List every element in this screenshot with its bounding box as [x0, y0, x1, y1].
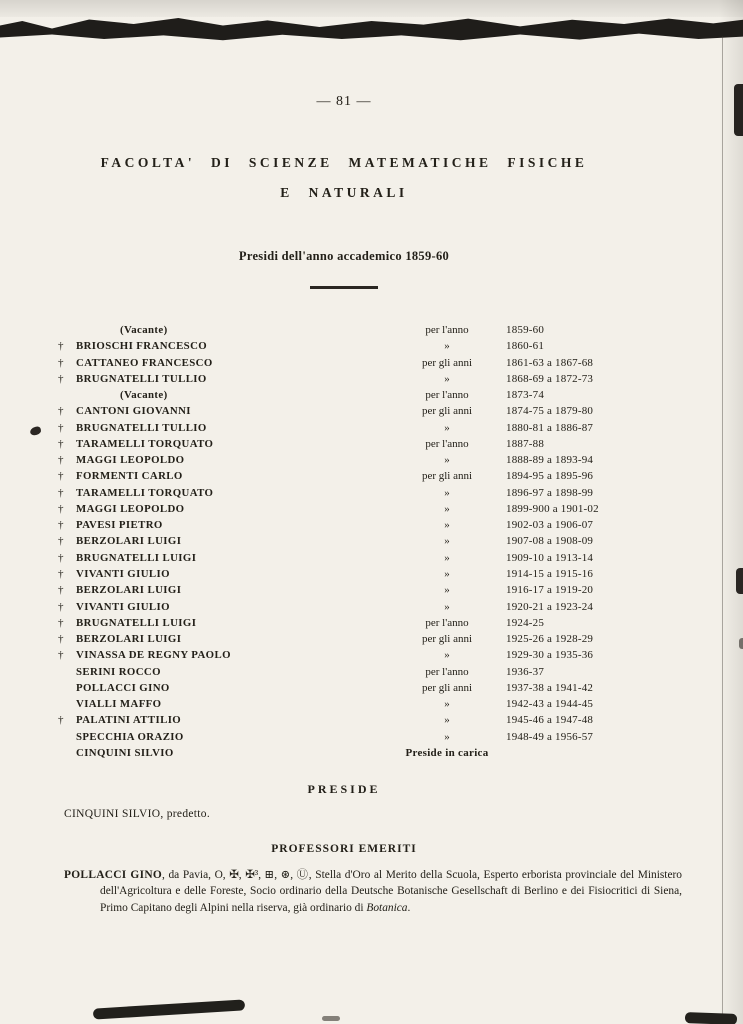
deceased-dagger-mark: † — [58, 356, 64, 369]
deceased-dagger-mark — [58, 322, 76, 338]
period-label: » — [444, 698, 450, 711]
years-value: 1894-95 a 1895-96 — [506, 470, 594, 483]
period-label: » — [444, 421, 450, 434]
period-label: per l'anno — [425, 616, 469, 629]
preside-name: PALATINI ATTILIO — [76, 714, 182, 727]
preside-name: MAGGI LEOPOLDO — [76, 502, 185, 515]
faculty-title-line1: FACOLTA' DI SCIENZE MATEMATICHE FISICHE — [100, 155, 588, 170]
period-label: » — [444, 372, 450, 385]
presidi-row — [58, 533, 633, 549]
presidi-table — [58, 322, 633, 761]
years-value: 1861-63 a 1867-68 — [506, 356, 594, 369]
deceased-dagger-mark — [58, 696, 76, 712]
preside-name: BERZOLARI LUIGI — [76, 633, 182, 646]
presidi-row — [58, 599, 633, 615]
years-value: 1860-61 — [506, 340, 545, 353]
period-label: » — [444, 649, 450, 662]
preside-name: TARAMELLI TORQUATO — [76, 486, 214, 499]
presidi-row — [58, 664, 633, 680]
period-label: per gli anni — [421, 356, 473, 369]
scan-artifact-page-edge-line — [722, 36, 723, 1024]
years-value: 1920-21 a 1923-24 — [506, 600, 594, 613]
preside-heading: PRESIDE — [307, 782, 381, 796]
deceased-dagger-mark: † — [58, 649, 64, 662]
preside-in-office-line — [64, 808, 210, 820]
deceased-dagger-mark: † — [58, 502, 64, 515]
deceased-dagger-mark: † — [58, 421, 64, 434]
presidi-row — [58, 680, 633, 696]
deceased-dagger-mark: † — [58, 616, 64, 629]
preside-name: BERZOLARI LUIGI — [76, 584, 182, 597]
preside-name: CATTANEO FRANCESCO — [76, 356, 213, 369]
deceased-dagger-mark: † — [58, 551, 64, 564]
period-label: » — [444, 535, 450, 548]
preside-name: CANTONI GIOVANNI — [76, 405, 191, 418]
preside-name: (Vacante) — [120, 389, 168, 402]
period-label: per l'anno — [425, 389, 469, 402]
faculty-title-line2: E NATURALI — [280, 185, 408, 200]
period-label: » — [444, 584, 450, 597]
divider-rule — [310, 286, 378, 289]
years-value: 1887-88 — [506, 437, 545, 450]
years-value: 1896-97 a 1898-99 — [506, 486, 594, 499]
period-label: » — [444, 567, 450, 580]
period-label: » — [444, 454, 450, 467]
scan-artifact-bottom-middle — [322, 1016, 340, 1021]
presidi-row — [58, 615, 633, 631]
deceased-dagger-mark: † — [58, 486, 64, 499]
deceased-dagger-mark: † — [58, 600, 64, 613]
presidi-row — [58, 696, 633, 712]
period-label: per gli anni — [421, 633, 473, 646]
years-value: 1948-49 a 1956-57 — [506, 730, 594, 743]
preside-name: BRUGNATELLI LUIGI — [76, 616, 197, 629]
presidi-row — [58, 338, 633, 354]
deceased-dagger-mark — [58, 387, 76, 403]
years-value: 1929-30 a 1935-36 — [506, 649, 594, 662]
preside-name: CINQUINI SILVIO — [76, 746, 174, 759]
emeriti-final-period: . — [407, 901, 411, 914]
years-value — [506, 745, 633, 761]
presidi-row — [58, 403, 633, 419]
scan-artifact-right-blob-3 — [739, 638, 743, 649]
scan-artifact-bottom-left — [93, 999, 245, 1019]
period-label: » — [444, 519, 450, 532]
presidi-row — [58, 355, 633, 371]
deceased-dagger-mark — [58, 729, 76, 745]
deceased-dagger-mark: † — [58, 519, 64, 532]
preside-name: BRUGNATELLI TULLIO — [76, 372, 207, 385]
period-label: » — [444, 730, 450, 743]
scan-artifact-top-wash — [0, 0, 743, 17]
period-label: » — [444, 340, 450, 353]
years-value: 1888-89 a 1893-94 — [506, 454, 594, 467]
period-label: » — [444, 551, 450, 564]
preside-name: POLLACCI GINO — [76, 681, 170, 694]
preside-rest: , predetto. — [160, 808, 210, 820]
presidi-row — [58, 712, 633, 728]
presidi-row — [58, 582, 633, 598]
preside-name: TARAMELLI TORQUATO — [76, 437, 214, 450]
period-label: » — [444, 502, 450, 515]
years-value: 1914-15 a 1915-16 — [506, 567, 594, 580]
presidi-row — [58, 566, 633, 582]
deceased-dagger-mark: † — [58, 535, 64, 548]
period-label: » — [444, 714, 450, 727]
presidi-row — [58, 647, 633, 663]
period-label: per l'anno — [425, 665, 469, 678]
presidi-row — [58, 517, 633, 533]
presidi-row — [58, 322, 633, 338]
period-label: Preside in carica — [405, 746, 489, 759]
years-value: 1868-69 a 1872-73 — [506, 372, 594, 385]
presidi-row — [58, 485, 633, 501]
scan-artifact-right-blob-2 — [736, 568, 743, 594]
emeriti-heading: PROFESSORI EMERITI — [271, 843, 417, 855]
years-value: 1945-46 a 1947-48 — [506, 714, 594, 727]
years-value: 1873-74 — [506, 389, 545, 402]
emeriti-italic-word: Botanica — [366, 901, 408, 914]
deceased-dagger-mark — [58, 664, 76, 680]
presidi-row — [58, 501, 633, 517]
emeriti-name: POLLACCI GINO — [64, 869, 163, 881]
years-value: 1907-08 a 1908-09 — [506, 535, 594, 548]
preside-name: VIVANTI GIULIO — [76, 600, 170, 613]
preside-name: VIVANTI GIULIO — [76, 567, 170, 580]
presidi-row — [58, 452, 633, 468]
years-value: 1924-25 — [506, 616, 545, 629]
scan-artifact-right-blob-1 — [734, 84, 743, 136]
period-label: per gli anni — [421, 405, 473, 418]
years-value: 1942-43 a 1944-45 — [506, 698, 594, 711]
deceased-dagger-mark — [58, 680, 76, 696]
deceased-dagger-mark: † — [58, 437, 64, 450]
deceased-dagger-mark: † — [58, 454, 64, 467]
years-value: 1874-75 a 1879-80 — [506, 405, 594, 418]
period-label: per l'anno — [425, 324, 469, 336]
emeriti-entry — [64, 867, 682, 916]
deceased-dagger-mark: † — [58, 405, 64, 418]
deceased-dagger-mark — [58, 745, 76, 761]
scan-artifact-bottom-right — [685, 1012, 737, 1024]
deceased-dagger-mark: † — [58, 470, 64, 483]
preside-name: (Vacante) — [120, 324, 168, 336]
preside-name: BRUGNATELLI TULLIO — [76, 421, 207, 434]
section-subtitle: Presidi dell'anno accademico 1859-60 — [238, 249, 450, 263]
deceased-dagger-mark: † — [58, 340, 64, 353]
presidi-row — [58, 745, 633, 761]
preside-name-current: CINQUINI SILVIO — [64, 808, 161, 820]
period-label: » — [444, 486, 450, 499]
preside-name: SPECCHIA ORAZIO — [76, 730, 184, 743]
period-label: per gli anni — [421, 681, 473, 694]
preside-name: BERZOLARI LUIGI — [76, 535, 182, 548]
preside-name: VIALLI MAFFO — [76, 698, 162, 711]
presidi-row — [58, 371, 633, 387]
years-value: 1859-60 — [506, 324, 545, 336]
years-value: 1909-10 a 1913-14 — [506, 551, 594, 564]
preside-name: BRIOSCHI FRANCESCO — [76, 340, 208, 353]
presidi-row — [58, 436, 633, 452]
preside-name: MAGGI LEOPOLDO — [76, 454, 185, 467]
deceased-dagger-mark: † — [58, 714, 64, 727]
presidi-row — [58, 420, 633, 436]
presidi-row — [58, 631, 633, 647]
years-value: 1899-900 a 1901-02 — [506, 502, 599, 515]
preside-name: VINASSA DE REGNY PAOLO — [76, 649, 231, 662]
deceased-dagger-mark: † — [58, 584, 64, 597]
preside-name: PAVESI PIETRO — [76, 519, 163, 532]
emeriti-body-text: , da Pavia, O, ✠, ✠³, ⊞, ⊛, Ⓤ, Stella d'Oro al Merito della Scuola, Esperto erborista provinciale del Ministero dell'Agricoltura e delle Foreste, Socio ordinario della Deutsche Botanische Gesellschaft di Berlino e dei Fisiocritici di Siena, Primo Capitano degli Alpini nella riserva, già ordinario di — [100, 869, 683, 914]
years-value: 1880-81 a 1886-87 — [506, 421, 594, 434]
scan-artifact-left-mark — [29, 426, 42, 437]
deceased-dagger-mark: † — [58, 633, 64, 646]
presidi-row — [58, 729, 633, 745]
presidi-row — [58, 468, 633, 484]
preside-name: FORMENTI CARLO — [76, 470, 183, 483]
preside-name: BRUGNATELLI LUIGI — [76, 551, 197, 564]
deceased-dagger-mark: † — [58, 372, 64, 385]
period-label: per l'anno — [425, 437, 469, 450]
years-value: 1937-38 a 1941-42 — [506, 681, 594, 694]
years-value: 1936-37 — [506, 665, 545, 678]
presidi-row — [58, 550, 633, 566]
deceased-dagger-mark: † — [58, 567, 64, 580]
page-number: — 81 — — [316, 94, 372, 109]
years-value: 1902-03 a 1906-07 — [506, 519, 594, 532]
period-label: per gli anni — [421, 470, 473, 483]
years-value: 1916-17 a 1919-20 — [506, 584, 594, 597]
presidi-row — [58, 387, 633, 403]
preside-name: SERINI ROCCO — [76, 665, 161, 678]
period-label: » — [444, 600, 450, 613]
years-value: 1925-26 a 1928-29 — [506, 633, 594, 646]
